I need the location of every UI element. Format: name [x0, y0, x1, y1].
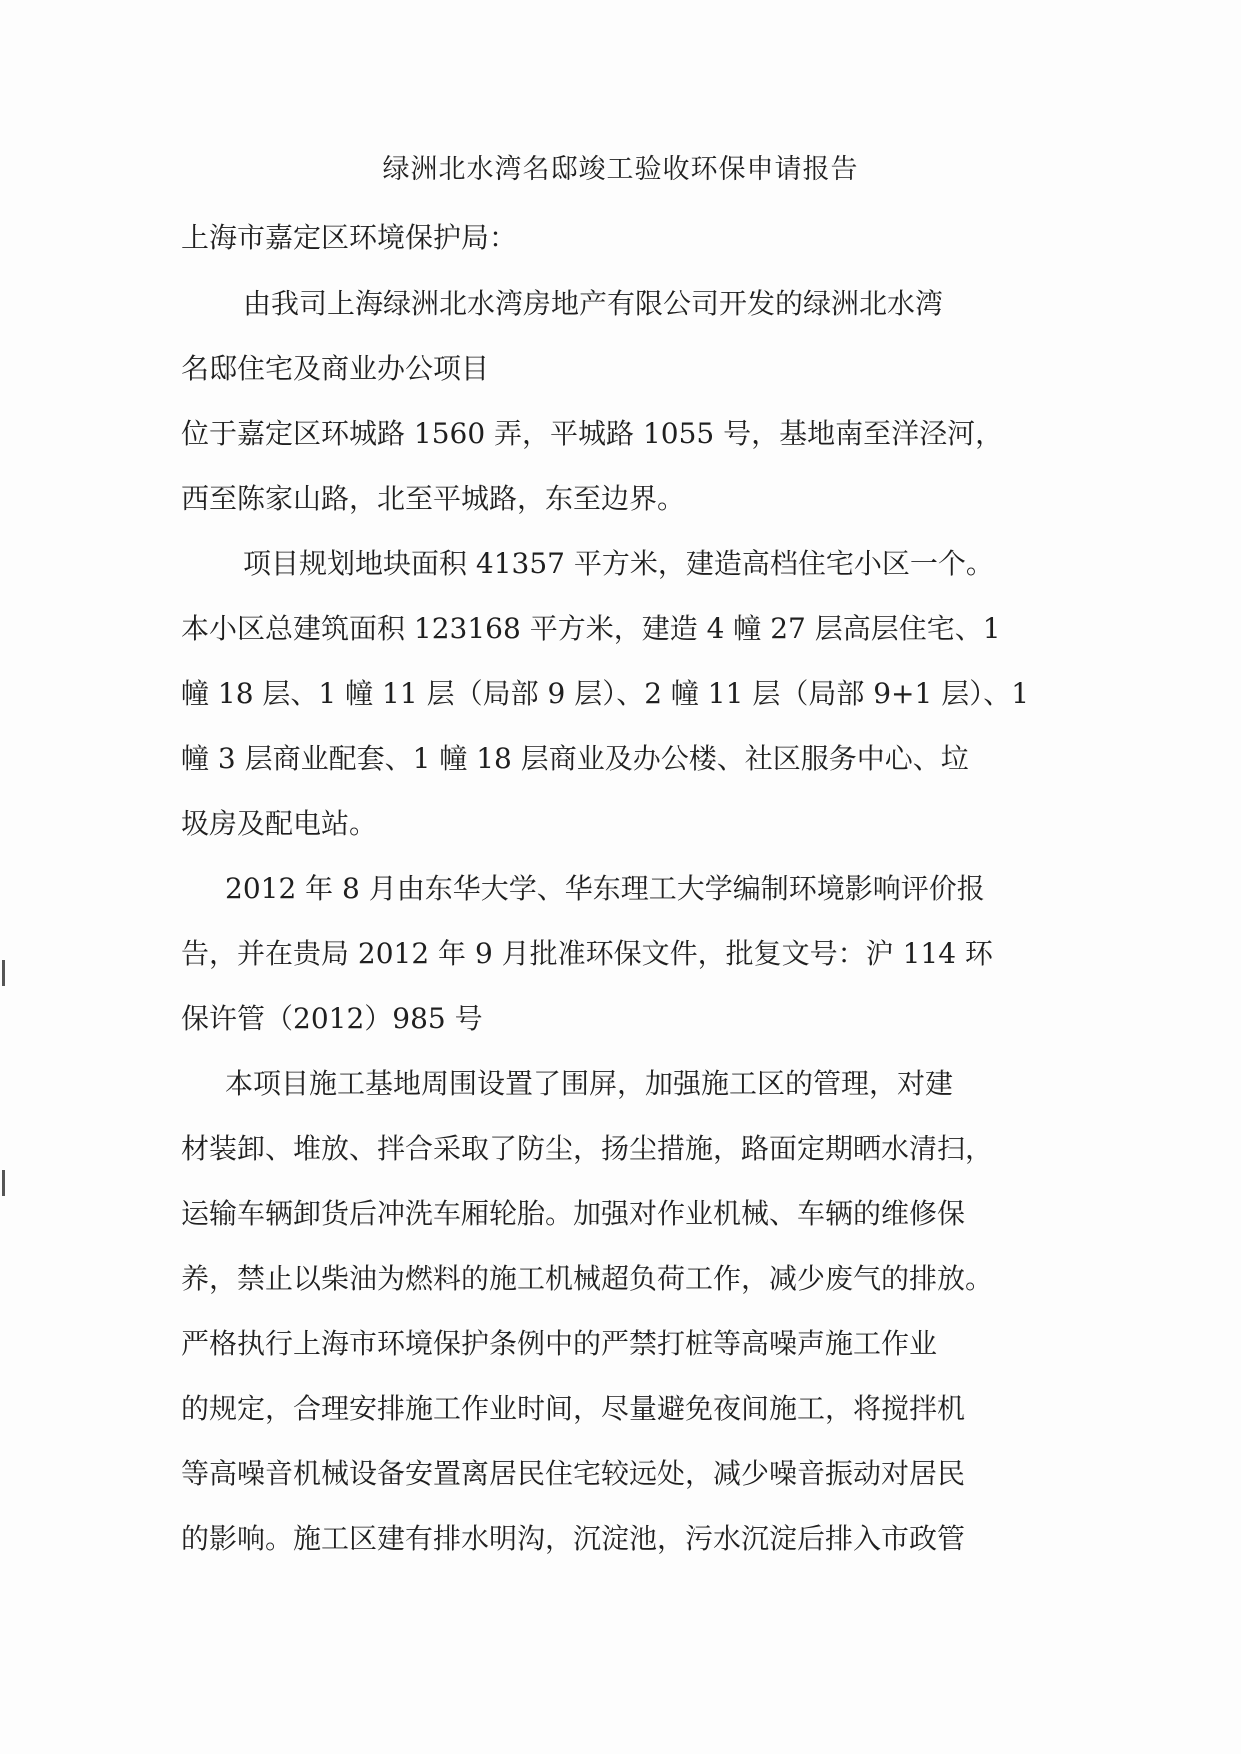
- body-line: 幢 3 层商业配套、1 幢 18 层商业及办公楼、社区服务中心、垃: [181, 742, 969, 775]
- body-line: 幢 18 层、1 幢 11 层（局部 9 层）、2 幢 11 层（局部 9+1 层）、1: [181, 677, 1030, 710]
- scan-edge-mark: [2, 1170, 5, 1196]
- body-line: 本项目施工基地周围设置了围屏，加强施工区的管理，对建: [225, 1067, 954, 1100]
- body-line: 严格执行上海市环境保护条例中的严禁打桩等高噪声施工作业: [181, 1327, 938, 1360]
- body-line: 材装卸、堆放、拌合采取了防尘，扬尘措施，路面定期晒水清扫，: [181, 1132, 994, 1165]
- body-line: 的影响。施工区建有排水明沟，沉淀池，污水沉淀后排入市政管: [181, 1522, 966, 1555]
- body-line: 告，并在贵局 2012 年 9 月批准环保文件，批复文号：沪 114 环: [181, 937, 993, 970]
- body-line: 由我司上海绿洲北水湾房地产有限公司开发的绿洲北水湾: [243, 287, 944, 320]
- body-line: 圾房及配电站。: [181, 807, 378, 840]
- body-line: 西至陈家山路，北至平城路，东至边界。: [181, 482, 686, 515]
- body-line: 养，禁止以柴油为燃料的施工机械超负荷工作，减少废气的排放。: [181, 1262, 994, 1295]
- scan-edge-mark: [2, 960, 5, 986]
- body-line: 保许管（2012）985 号: [181, 1002, 483, 1035]
- addressee: 上海市嘉定区环境保护局：: [181, 221, 518, 254]
- body-line: 运输车辆卸货后冲洗车厢轮胎。加强对作业机械、车辆的维修保: [181, 1197, 966, 1230]
- body-line: 2012 年 8 月由东华大学、华东理工大学编制环境影响评价报: [225, 872, 985, 905]
- body-line: 名邸住宅及商业办公项目: [181, 352, 490, 385]
- body-line: 等高噪音机械设备安置离居民住宅较远处，减少噪音振动对居民: [181, 1457, 966, 1490]
- document-title: 绿洲北水湾名邸竣工验收环保申请报告: [382, 154, 859, 185]
- body-line: 项目规划地块面积 41357 平方米，建造高档住宅小区一个。: [243, 547, 994, 580]
- body-line: 位于嘉定区环城路 1560 弄，平城路 1055 号，基地南至洋泾河，: [181, 417, 1004, 450]
- body-line: 本小区总建筑面积 123168 平方米，建造 4 幢 27 层高层住宅、1: [181, 612, 1001, 645]
- body-line: 的规定，合理安排施工作业时间，尽量避免夜间施工，将搅拌机: [181, 1392, 966, 1425]
